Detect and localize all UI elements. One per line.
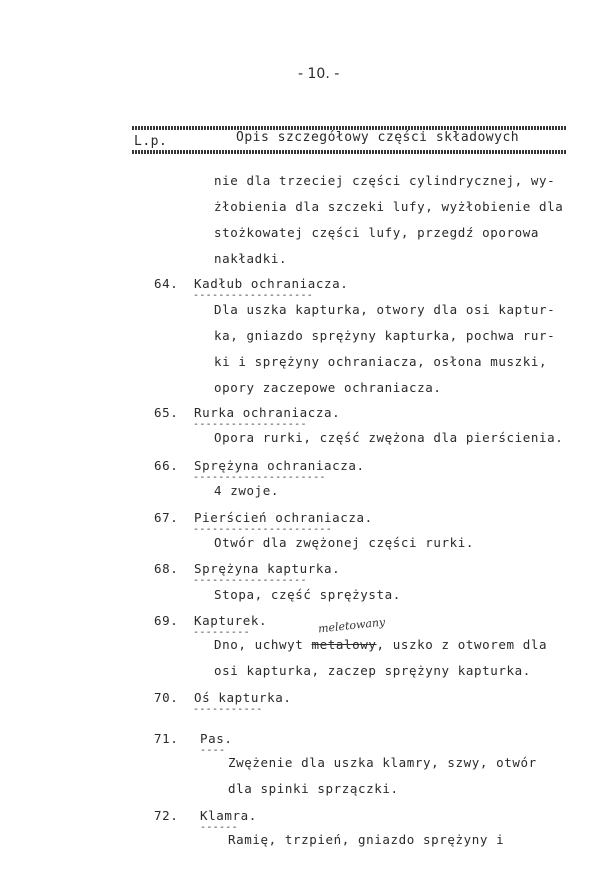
header-rule-bottom	[132, 150, 566, 154]
item-name: Oś kapturka.	[194, 690, 292, 705]
item-name: Kapturek.	[194, 613, 268, 628]
item-line: Stopa, część sprężysta.	[214, 587, 401, 602]
item-underline: -----------	[193, 704, 263, 715]
item-line-part: , uszko z otworem dla	[376, 637, 548, 652]
continuation-line: żłobienia dla szczeki lufy, wyżłobienie dla	[214, 199, 564, 214]
item-line: ki i sprężyny ochraniacza, osłona muszki,	[214, 354, 548, 369]
item-line: Opora rurki, część zwężona dla pierścienia.	[214, 430, 564, 445]
item-underline: ---------------------	[193, 472, 326, 483]
item-line: 4 zwoje.	[214, 483, 280, 498]
item-number: 64.	[154, 276, 179, 291]
item-line-part: Dno, uchwyt	[214, 637, 312, 652]
item-number: 70.	[154, 690, 179, 705]
item-line: ka, gniazdo sprężyny kapturka, pochwa rur-	[214, 328, 556, 343]
item-underline: ----	[200, 745, 226, 756]
item-underline: ----------------------	[193, 524, 333, 535]
item-number: 68.	[154, 561, 179, 576]
continuation-line: stożkowatej części lufy, przegdź oporowa	[214, 225, 540, 240]
continuation-line: nakładki.	[214, 251, 288, 266]
item-number: 66.	[154, 458, 179, 473]
item-number: 71.	[154, 731, 179, 746]
item-underline: -------------------	[193, 290, 314, 301]
page-number: - 10. -	[298, 66, 340, 82]
item-name: Sprężyna ochraniacza.	[194, 458, 365, 473]
item-line: opory zaczepowe ochraniacza.	[214, 380, 442, 395]
continuation-line: nie dla trzeciej części cylindrycznej, wy-	[214, 173, 556, 188]
item-line: dla spinki sprzączki.	[228, 781, 399, 796]
item-name: Kadłub ochraniacza.	[194, 276, 349, 291]
struck-word: metalowy	[311, 637, 377, 652]
item-number: 67.	[154, 510, 179, 525]
item-underline: ---------	[193, 627, 250, 638]
item-underline: ------	[200, 822, 238, 833]
item-name: Rurka ochraniacza.	[194, 405, 341, 420]
item-line: Dla uszka kapturka, otwory dla osi kaptur-	[214, 302, 556, 317]
item-number: 69.	[154, 613, 179, 628]
item-number: 72.	[154, 808, 179, 823]
item-line: Otwór dla zwężonej części rurki.	[214, 535, 475, 550]
item-name: Pas.	[200, 731, 233, 746]
item-number: 65.	[154, 405, 179, 420]
item-line: Ramię, trzpień, gniazdo sprężyny i	[228, 832, 505, 847]
header-lp: L.p.	[134, 134, 168, 149]
item-line: osi kapturka, zaczep sprężyny kapturka.	[214, 663, 531, 678]
item-line: Zwężenie dla uszka klamry, szwy, otwór	[228, 755, 537, 770]
handwritten-correction: meletowany	[317, 615, 386, 636]
item-underline: ------------------	[193, 575, 307, 586]
item-name: Klamra.	[200, 808, 257, 823]
item-name: Pierścień ochraniacza.	[194, 510, 373, 525]
item-line	[214, 637, 547, 652]
header-title: Opis szczegółowy części składowych	[236, 130, 520, 145]
item-underline: ------------------	[193, 419, 307, 430]
item-name: Sprężyna kapturka.	[194, 561, 341, 576]
